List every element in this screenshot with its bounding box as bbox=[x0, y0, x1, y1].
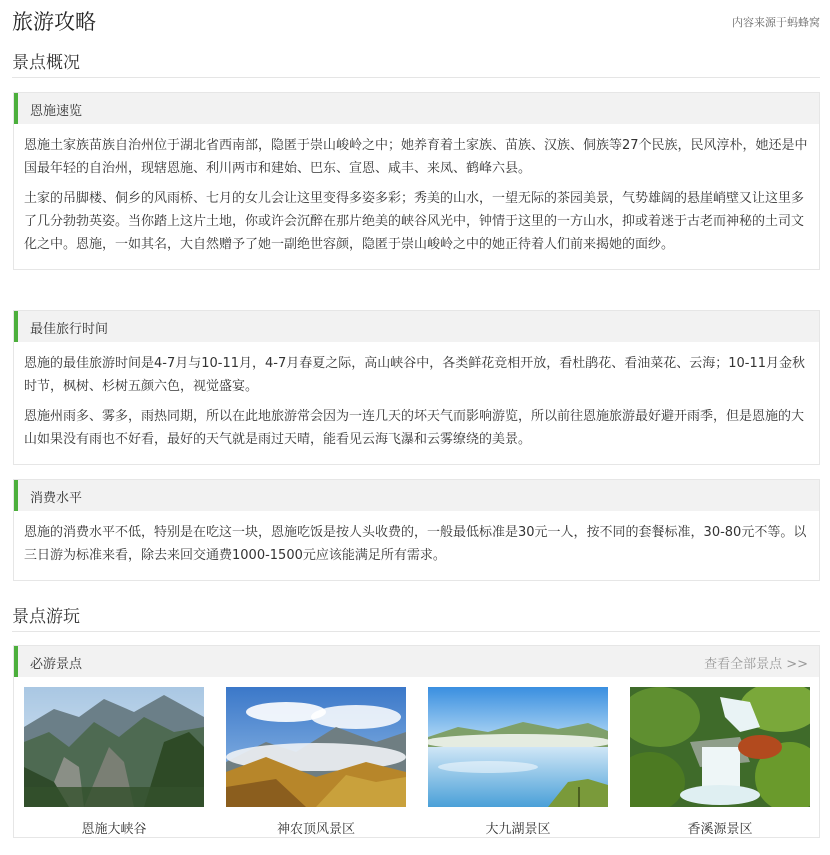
spot-item[interactable] bbox=[428, 687, 608, 837]
spot-name[interactable]: 恩施大峡谷 bbox=[81, 822, 147, 837]
card-best-time bbox=[13, 310, 820, 465]
page-header bbox=[12, 4, 820, 34]
card-title: 恩施速览 bbox=[30, 104, 83, 119]
card-header bbox=[14, 646, 819, 677]
waterfall-stream-photo[interactable] bbox=[630, 687, 810, 807]
card-body bbox=[14, 124, 819, 269]
section-title: 景点游玩 bbox=[12, 607, 80, 627]
card-header bbox=[14, 480, 819, 511]
card-quick-view bbox=[13, 92, 820, 270]
section-title: 景点概况 bbox=[12, 53, 80, 73]
paragraph: 恩施土家族苗族自治州位于湖北省西南部，隐匿于崇山峻岭之中；她养育着土家族、苗族、汉族、侗族等27个民族，民风淳朴，她还是中国最年轻的自治州，现辖恩施、利川两市和建始、巴东、宣恩、咸丰、来凤、鹤峰六县。 bbox=[24, 138, 808, 176]
paragraph: 恩施的消费水平不低，特别是在吃这一块，恩施吃饭是按人头收费的，一般最低标准是30元一人，按不同的套餐标准，30-80元不等。以三日游为标准来看，除去来回交通费1000-1500元应该能满足所有需求。 bbox=[24, 525, 807, 563]
spot-name[interactable]: 香溪源景区 bbox=[687, 822, 753, 837]
lake-reflection-photo[interactable] bbox=[428, 687, 608, 807]
card-header bbox=[14, 311, 819, 342]
card-title: 消费水平 bbox=[30, 491, 83, 506]
card-title: 最佳旅行时间 bbox=[30, 322, 109, 337]
view-all-spots-link[interactable]: 查看全部景点 >> bbox=[704, 657, 808, 672]
paragraph: 恩施州雨多、雾多，雨热同期，所以在此地旅游常会因为一连几天的坏天气而影响游览，所以前往恩施旅游最好避开雨季，但是恩施的大山如果没有雨也不好看，最好的天气就是雨过天晴，能看见云海飞瀑和云雾缭绕的美景。 bbox=[24, 409, 805, 447]
card-title: 必游景点 bbox=[30, 657, 83, 672]
card-header bbox=[14, 93, 819, 124]
paragraph: 恩施的最佳旅游时间是4-7月与10-11月，4-7月春夏之际，高山峡谷中，各类鲜花竞相开放，看杜鹃花、看油菜花、云海；10-11月金秋时节，枫树、杉树五颜六色，视觉盛宴。 bbox=[24, 356, 806, 394]
section-heading-play bbox=[12, 600, 820, 632]
card-body bbox=[14, 511, 819, 580]
canyon-cliffs-photo[interactable] bbox=[24, 687, 204, 807]
section-heading-overview bbox=[12, 46, 820, 78]
spot-name[interactable]: 大九湖景区 bbox=[485, 822, 551, 837]
misty-mountain-forest-photo[interactable] bbox=[226, 687, 406, 807]
card-must-see bbox=[13, 645, 820, 838]
spot-name[interactable]: 神农顶风景区 bbox=[276, 822, 355, 837]
card-body bbox=[14, 342, 819, 464]
page-title: 旅游攻略 bbox=[12, 10, 96, 34]
spot-list bbox=[14, 677, 819, 837]
paragraph: 土家的吊脚楼、侗乡的风雨桥、七月的女儿会让这里变得多姿多彩；秀美的山水，一望无际的茶园美景，气势雄阔的悬崖峭壁又让这里多了几分勃勃英姿。当你踏上这片土地，你或许会沉醉在那片绝美的峡谷风光中，钟情于这里的一方山水，抑或着迷于古老而神秘的土司文化之中。恩施，一如其名，大自然赠予了她一副绝世容颜，隐匿于崇山峻岭之中的她正待着人们前来揭她的面纱。 bbox=[24, 191, 805, 252]
card-cost bbox=[13, 479, 820, 581]
spot-item[interactable] bbox=[226, 687, 406, 837]
spot-item[interactable] bbox=[630, 687, 810, 837]
spot-item[interactable] bbox=[24, 687, 204, 837]
source-note: 内容来源于蚂蜂窝 bbox=[732, 16, 820, 29]
